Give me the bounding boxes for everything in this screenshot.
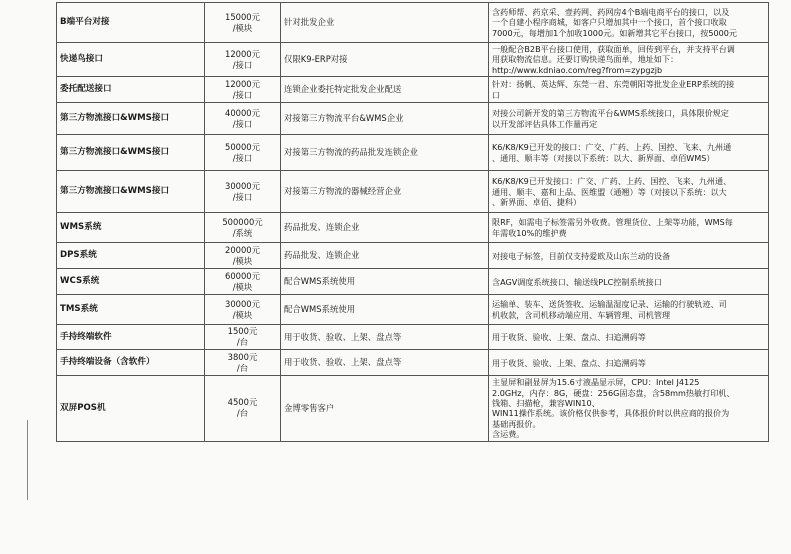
product-name: B端平台对接 (57, 3, 205, 43)
price-amount: 30000元 (224, 180, 261, 191)
notes-cell (489, 350, 769, 376)
price-cell (205, 171, 281, 213)
notes-line: 年需收10%的维护费 (492, 227, 567, 238)
table-row (57, 243, 769, 269)
price-unit: /台 (236, 362, 249, 373)
target-customer: 用于收货、验收、上架、盘点等 (281, 350, 489, 376)
notes-line: 钱箱、扫描枪，兼容WIN10、 (492, 398, 600, 409)
notes-line: 通用、顺丰、嘉和上品、医维盟（通翘）等（对接以下系统：以大 (492, 186, 727, 197)
notes-line: 以开发部评估具体工作量再定 (492, 118, 598, 129)
price-amount: 40000元 (224, 107, 261, 118)
product-name: 手持终端设备（含软件） (57, 350, 205, 376)
table-row (57, 213, 769, 243)
target-customer: 药品批发、连锁企业 (281, 213, 489, 243)
notes-line: 主显屏和副显屏为15.6寸液晶显示屏，CPU：Intel J4125 (492, 377, 700, 388)
notes-cell (489, 295, 769, 325)
price-cell (205, 103, 281, 135)
price-unit: /接口 (232, 89, 253, 100)
notes-line: WIN11操作系统。该价格仅供参考，具体报价时以供应商的报价为 (492, 408, 730, 419)
notes-line: 含AGV调度系统接口、输送线PLC控制系统接口 (492, 276, 662, 287)
price-cell (205, 213, 281, 243)
table-row (57, 171, 769, 213)
table-row (57, 77, 769, 103)
price-table (56, 2, 769, 442)
price-amount: 1500元 (227, 326, 258, 337)
notes-line: 用于收货、验收、上架、盘点、扫追溯码等 (492, 357, 646, 368)
notes-line: 对接公司新开发的第三方物流平台&WMS系统接口，具体限价规定 (492, 108, 729, 119)
notes-line: 含运费。 (492, 429, 525, 440)
target-customer: 用于收货、验收、上架、盘点等 (281, 325, 489, 350)
product-name: 委托配送接口 (57, 77, 205, 103)
notes-line: 限RF，如需电子标签需另外收费。管理货位、上架等功能，WMS每 (492, 217, 733, 228)
notes-cell (489, 103, 769, 135)
product-name: 第三方物流接口&WMS接口 (57, 171, 205, 213)
target-customer: 对接第三方物流的药品批发连锁企业 (281, 135, 489, 171)
price-unit: /模块 (232, 22, 253, 33)
product-name: 手持终端软件 (57, 325, 205, 350)
price-amount: 20000元 (224, 244, 261, 255)
product-name: 第三方物流接口&WMS接口 (57, 103, 205, 135)
notes-line: 、新界面、卓佰、捷科） (492, 196, 582, 207)
target-customer: 仅限K9-ERP对接 (281, 43, 489, 77)
notes-cell (489, 3, 769, 43)
price-amount: 50000元 (224, 141, 261, 152)
price-unit: /接口 (232, 118, 253, 129)
notes-line: 一个自建小程序商城，如客户只增加其中一个接口，首个接口收取 (492, 17, 727, 28)
notes-cell (489, 43, 769, 77)
price-amount: 500000元 (222, 216, 263, 227)
table-row (57, 295, 769, 325)
notes-line: 口 (492, 89, 501, 100)
price-unit: /台 (236, 337, 249, 348)
table-row (57, 376, 769, 441)
target-customer: 对接第三方物流的器械经营企业 (281, 171, 489, 213)
target-customer: 连锁企业委托特定批发企业配送 (281, 77, 489, 103)
price-cell (205, 350, 281, 376)
margin-rule (27, 420, 28, 500)
target-customer: 金博零售客户 (281, 376, 489, 441)
product-name: TMS系统 (57, 295, 205, 325)
price-cell (205, 325, 281, 350)
price-cell (205, 295, 281, 325)
table-row (57, 43, 769, 77)
notes-cell (489, 135, 769, 171)
price-amount: 12000元 (224, 78, 261, 89)
notes-cell (489, 243, 769, 269)
target-customer: 针对批发企业 (281, 3, 489, 43)
notes-line: 用于收货、验收、上架、盘点、扫追溯码等 (492, 332, 646, 343)
product-name: WCS系统 (57, 269, 205, 295)
table-row (57, 325, 769, 350)
table-row (57, 269, 769, 295)
notes-line: 运输单、装车、送货签收、运输温湿度记录、运输的行驶轨迹、司 (492, 299, 727, 310)
price-amount: 15000元 (224, 11, 261, 22)
table-row (57, 3, 769, 43)
notes-line: 、通用、顺丰等（对接以下系统：以大、新界面、卓佰WMS） (492, 152, 715, 163)
target-customer: 配合WMS系统使用 (281, 295, 489, 325)
notes-cell (489, 77, 769, 103)
price-cell (205, 43, 281, 77)
product-name: 快递鸟接口 (57, 43, 205, 77)
price-unit: /模块 (232, 255, 253, 266)
notes-line: http://www.kdniao.com/reg?from=zypgzjb (492, 64, 663, 75)
target-customer: 对接第三方物流平台&WMS企业 (281, 103, 489, 135)
price-unit: /模块 (232, 309, 253, 320)
notes-line: 2.0GHz，内存：8G，硬盘：256G固态盘，含58mm热敏打印机、 (492, 387, 735, 398)
notes-cell (489, 376, 769, 441)
notes-line: 一般配合B2B平台接口使用，获取面单，回传到平台，并支持平台调 (492, 44, 735, 54)
price-unit: /台 (236, 408, 249, 419)
price-cell (205, 269, 281, 295)
price-amount: 30000元 (224, 298, 261, 309)
table-row (57, 103, 769, 135)
product-name: WMS系统 (57, 213, 205, 243)
table-row (57, 135, 769, 171)
price-unit: /接口 (232, 59, 253, 70)
notes-line: 针对：扬帆、英达辉、东莞一君、东莞朝阳等批发企业ERP系统的接 (492, 79, 735, 90)
notes-cell (489, 269, 769, 295)
notes-line: 对接电子标签，目前仅支持爱欧及山东兰动的设备 (492, 250, 671, 261)
notes-line: K6/K8/K9已开发接口：广交、广药、上药、国控、飞来、九州通、 (492, 176, 732, 187)
price-unit: /接口 (232, 191, 253, 202)
notes-line: 7000元，每增加1个加收1000元。如新增其它平台接口，按5000元 (492, 27, 738, 38)
price-cell (205, 77, 281, 103)
price-cell (205, 243, 281, 269)
price-amount: 3800元 (227, 351, 258, 362)
notes-line: 用获取物流信息。还要订购快递鸟面单，地址如下： (492, 54, 679, 65)
notes-cell (489, 171, 769, 213)
target-customer: 药品批发、连锁企业 (281, 243, 489, 269)
price-unit: /系统 (232, 227, 253, 238)
product-name: 双屏POS机 (57, 376, 205, 441)
product-name: DPS系统 (57, 243, 205, 269)
price-unit: /接口 (232, 152, 253, 163)
notes-line: 含药师帮、药京采、壹药网、药网房4个B端电商平台的接口，以及 (492, 6, 730, 17)
price-amount: 12000元 (224, 48, 261, 59)
price-cell (205, 3, 281, 43)
target-customer: 配合WMS系统使用 (281, 269, 489, 295)
price-amount: 4500元 (227, 397, 258, 408)
notes-cell (489, 325, 769, 350)
notes-line: 机收款，含司机移动端应用、车辆管理、司机管理 (492, 309, 671, 320)
price-unit: /模块 (232, 281, 253, 292)
price-cell (205, 376, 281, 441)
notes-line: 基础再报价。 (492, 418, 541, 429)
notes-cell (489, 213, 769, 243)
notes-line: K6/K8/K9已开发的接口：广交、广药、上药、国控、飞来、九州通 (492, 142, 732, 153)
price-cell (205, 135, 281, 171)
price-amount: 60000元 (224, 270, 261, 281)
product-name: 第三方物流接口&WMS接口 (57, 135, 205, 171)
table-row (57, 350, 769, 376)
